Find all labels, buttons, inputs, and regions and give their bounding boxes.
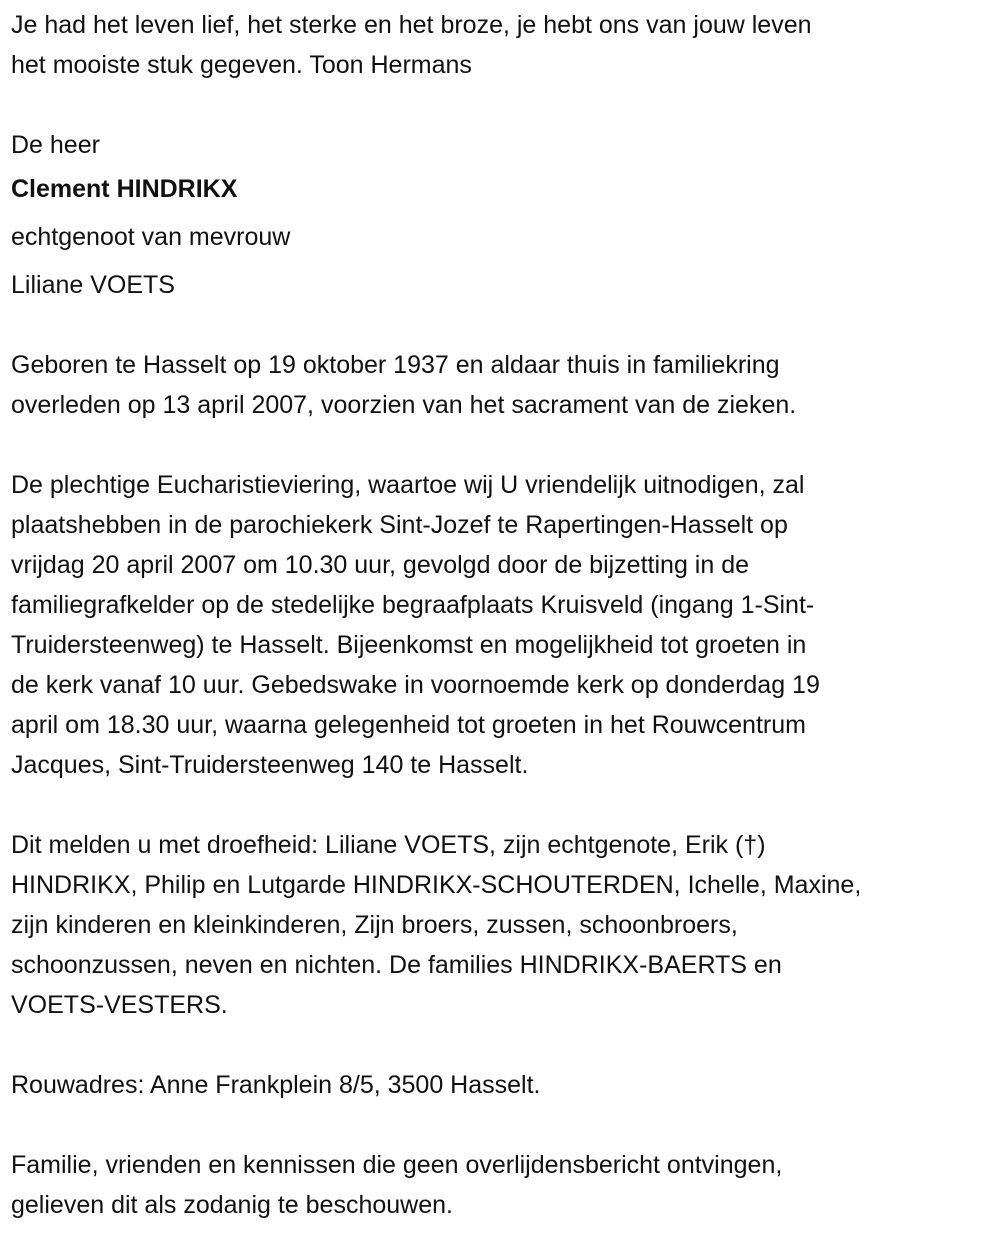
quote-line: Je had het leven lief, het sterke en het broze, je hebt ons van jouw leven: [11, 11, 812, 39]
spouse-label: echtgenoot van mevrouw: [11, 223, 291, 251]
ceremony-paragraph: [11, 465, 1000, 785]
quote-paragraph: [11, 5, 1000, 85]
ceremony-line: vrijdag 20 april 2007 om 10.30 uur, gevolgd door de bijzetting in de: [11, 551, 750, 579]
family-line: HINDRIKX, Philip en Lutgarde HINDRIKX-SCHOUTERDEN, Ichelle, Maxine,: [11, 871, 862, 899]
birth-line: Geboren te Hasselt op 19 oktober 1937 en aldaar thuis in familiekring: [11, 351, 780, 379]
quote-line: het mooiste stuk gegeven. Toon Hermans: [11, 51, 472, 79]
ceremony-line: familiegrafkelder op de stedelijke begraafplaats Kruisveld (ingang 1-Sint-: [11, 591, 815, 619]
family-line: Dit melden u met droefheid: Liliane VOETS, zijn echtgenote, Erik (†): [11, 831, 766, 859]
ceremony-line: Jacques, Sint-Truidersteenweg 140 te Hasselt.: [11, 751, 529, 779]
birth-line: overleden op 13 april 2007, voorzien van het sacrament van de zieken.: [11, 391, 797, 419]
family-line: schoonzussen, neven en nichten. De families HINDRIKX-BAERTS en: [11, 951, 782, 979]
salutation: De heer: [11, 131, 100, 159]
ceremony-line: plaatshebben in de parochiekerk Sint-Jozef te Rapertingen-Hasselt op: [11, 511, 788, 539]
ceremony-line: april om 18.30 uur, waarna gelegenheid tot groeten in het Rouwcentrum: [11, 711, 806, 739]
closing-line: gelieven dit als zodanig te beschouwen.: [11, 1191, 453, 1219]
ceremony-line: Truidersteenweg) te Hasselt. Bijeenkomst en mogelijkheid tot groeten in: [11, 631, 807, 659]
family-paragraph: [11, 825, 1000, 1025]
spouse-name: Liliane VOETS: [11, 271, 175, 299]
closing-paragraph: [11, 1145, 1000, 1225]
birth-paragraph: [11, 345, 1000, 425]
family-line: VOETS-VESTERS.: [11, 991, 228, 1019]
ceremony-line: de kerk vanaf 10 uur. Gebedswake in voornoemde kerk op donderdag 19: [11, 671, 820, 699]
ceremony-line: De plechtige Eucharistieviering, waartoe wij U vriendelijk uitnodigen, zal: [11, 471, 805, 499]
address-paragraph: [11, 1065, 1000, 1105]
closing-line: Familie, vrienden en kennissen die geen overlijdensbericht ontvingen,: [11, 1151, 783, 1179]
family-line: zijn kinderen en kleinkinderen, Zijn broers, zussen, schoonbroers,: [11, 911, 738, 939]
deceased-name: Clement HINDRIKX: [11, 175, 238, 203]
address-line: Rouwadres: Anne Frankplein 8/5, 3500 Hasselt.: [11, 1071, 541, 1099]
name-block: [11, 125, 1000, 309]
